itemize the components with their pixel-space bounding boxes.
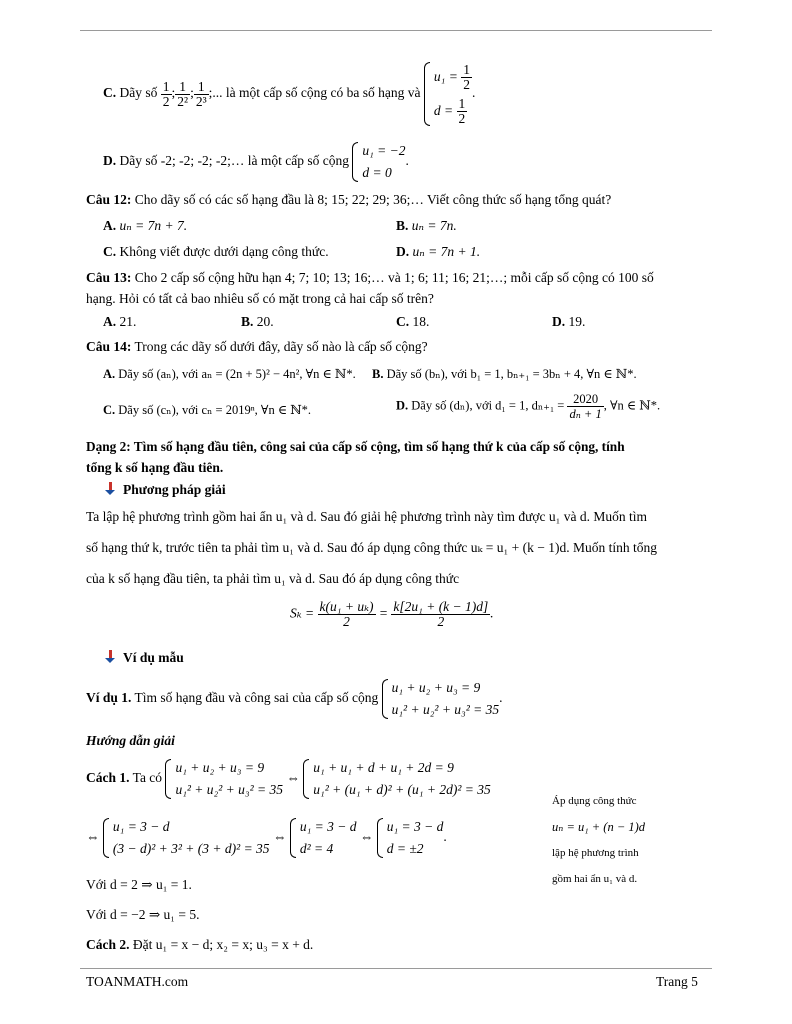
footer-site: TOANMATH.com bbox=[86, 974, 189, 989]
arrow-down-icon bbox=[104, 482, 117, 495]
equation-system: u₁ + u₂ + u₃ = 9 u₁² + u₂² + u₃² = 35 bbox=[382, 677, 500, 721]
result-2: Với d = −2 ⇒ u₁ = 5. bbox=[86, 907, 200, 922]
q11-option-c: C. Dãy số $\frac{1}{2}$ ; $\frac{1}{\text{2²}}$ ; $\frac{1}{\text{2³}}$ ;... là một cấp số cộng có ba số hạng và u₁ = $\frac{1}{2}$ d = $\frac{1}{2}$ . bbox=[103, 60, 475, 128]
example-1: Ví dụ 1. Tìm số hạng đầu và công sai của cấp số cộng u₁ + u₂ + u₃ = 9 u₁² + u₂² + u₃² = 35 . bbox=[86, 677, 503, 721]
q14-stem bbox=[86, 339, 428, 355]
option-text: là một cấp số cộng có ba số hạng và bbox=[225, 85, 421, 101]
solution-steps: ⇔ u₁ = 3 − d (3 − d)² + 3² + (3 + d)² = 35 ⇔ u₁ = 3 − d d² = 4 ⇔ u₁ = 3 − d d = ±2 . bbox=[86, 816, 447, 860]
equation-system: u₁ + u₂ + u₃ = 9 u₁² + u₂² + u₃² = 35 bbox=[165, 757, 283, 801]
sum-formula: Sₖ = $\frac{\text{k(u₁ + uₖ)}}{2}$ = $\frac{\text{k[2u₁ + (k − 1)d]}}{2}$ . bbox=[290, 599, 494, 629]
method-heading: Phương pháp giải bbox=[104, 482, 226, 498]
q12-stem bbox=[86, 192, 611, 208]
equation-system: u₁ = 3 − d d = ±2 bbox=[377, 816, 444, 860]
option-text: Dãy số -2; -2; -2; -2;… là một cấp số cộng bbox=[119, 153, 349, 169]
q13-option-a: A. 21. bbox=[103, 314, 137, 329]
fraction: $\frac{1}{\text{2²}}$ bbox=[177, 78, 189, 109]
option-text: Dãy số bbox=[119, 85, 158, 101]
q13-option-b: B. 20. bbox=[241, 314, 274, 329]
question-text: Cho 2 cấp số cộng hữu hạn 4; 7; 10; 13; 16;… và 1; 6; 11; 16; 21;…; mỗi cấp số cộng có 100 số bbox=[134, 270, 654, 285]
side-note: Áp dụng công thức uₙ = u₁ + (n − 1)d lập hệ phương trình gồm hai ẩn u₁ và d. bbox=[552, 795, 646, 885]
q12-option-a: A. uₙ = 7n + 7. bbox=[103, 218, 188, 233]
equation-system: u₁ = 3 − d d² = 4 bbox=[290, 816, 357, 860]
q14-option-b: B. Dãy số (bₙ), với b₁ = 1, bₙ₊₁ = 3bₙ + 4, ∀n ∈ ℕ*. bbox=[372, 367, 637, 381]
fraction: $\frac{1}{2}$ bbox=[162, 78, 170, 109]
q13-option-d: D. 19. bbox=[552, 314, 586, 329]
q12-option-c: C. Không viết được dưới dạng công thức. bbox=[103, 244, 329, 259]
q13-stem-line2: hạng. Hỏi có tất cả bao nhiêu số có mặt trong cả hai cấp số trên? bbox=[86, 291, 434, 306]
solution-method-2: Cách 2. Đặt u₁ = x − d; x₂ = x; u₃ = x + d. bbox=[86, 937, 314, 952]
question-text: Trong các dãy số dưới đây, dãy số nào là cấp số cộng? bbox=[134, 339, 428, 354]
method-line1: Ta lập hệ phương trình gồm hai ẩn u₁ và d. Sau đó giải hệ phương trình này tìm được u₁ và d. Muốn tìm bbox=[86, 509, 648, 524]
question-label: Câu 13: bbox=[86, 270, 132, 285]
section-title: Dạng 2: Tìm số hạng đầu tiên, công sai của cấp số cộng, tìm số hạng thứ k của cấp số cộng, tính bbox=[86, 439, 625, 454]
fraction: $\frac{1}{\text{2³}}$ bbox=[195, 78, 207, 109]
result-1: Với d = 2 ⇒ u₁ = 1. bbox=[86, 877, 192, 892]
q12-option-d: D. uₙ = 7n + 1. bbox=[396, 244, 481, 259]
q12-option-b: B. uₙ = 7n. bbox=[396, 218, 457, 233]
q13-option-c: C. 18. bbox=[396, 314, 430, 329]
question-text: Cho dãy số có các số hạng đầu là 8; 15; 22; 29; 36;… Viết công thức số hạng tổng quát? bbox=[134, 192, 612, 207]
q14-option-a: A. Dãy số (aₙ), với aₙ = (2n + 5)² − 4n², ∀n ∈ ℕ*. bbox=[103, 367, 356, 381]
footer-page-number: Trang 5 bbox=[656, 974, 698, 989]
solution-method-1: Cách 1. Ta có u₁ + u₂ + u₃ = 9 u₁² + u₂² + u₃² = 35 ⇔ u₁ + u₁ + d + u₁ + 2d = 9 u₁² + (u₁ + d)² + (u₁ + 2d)² = 35 bbox=[86, 757, 491, 801]
option-label: C. bbox=[103, 85, 117, 101]
method-line2: số hạng thứ k, trước tiên ta phải tìm u₁ và d. Sau đó áp dụng công thức uₖ = u₁ + (k − 1)d. Muốn tính tổng bbox=[86, 540, 657, 555]
q14-option-d: D. Dãy số (dₙ), với d₁ = 1, dₙ₊₁ = $\frac{2020}{\text{dₙ + 1}}$ , ∀n ∈ ℕ*. bbox=[396, 392, 661, 421]
fraction: $\frac{2020}{\text{dₙ + 1}}$ bbox=[569, 392, 602, 421]
q11-option-d: D. Dãy số -2; -2; -2; -2;… là một cấp số cộng u₁ = −2 d = 0 . bbox=[103, 140, 409, 184]
q14-option-c: C. Dãy số (cₙ), với cₙ = 2019ⁿ, ∀n ∈ ℕ*. bbox=[103, 403, 311, 417]
example-heading: Ví dụ mẫu bbox=[104, 650, 184, 666]
q13-stem bbox=[86, 270, 654, 286]
question-label: Câu 12: bbox=[86, 192, 132, 207]
equation-system: u₁ = −2 d = 0 bbox=[352, 140, 405, 184]
footer-rule bbox=[80, 968, 712, 969]
equation-system: u₁ = $\frac{1}{2}$ d = $\frac{1}{2}$ bbox=[424, 60, 472, 128]
equation-system: u₁ + u₁ + d + u₁ + 2d = 9 u₁² + (u₁ + d)² + (u₁ + 2d)² = 35 bbox=[303, 757, 491, 801]
header-rule bbox=[80, 30, 712, 31]
question-label: Câu 14: bbox=[86, 339, 132, 354]
equation-system: u₁ = 3 − d (3 − d)² + 3² + (3 + d)² = 35 bbox=[103, 816, 270, 860]
method-line3: của k số hạng đầu tiên, ta phải tìm u₁ và d. Sau đó áp dụng công thức bbox=[86, 571, 460, 586]
solution-heading: Hướng dẫn giải bbox=[86, 733, 175, 748]
option-label: D. bbox=[103, 153, 117, 169]
section-title-line2: tổng k số hạng đầu tiên. bbox=[86, 460, 224, 475]
arrow-down-icon bbox=[104, 650, 117, 663]
